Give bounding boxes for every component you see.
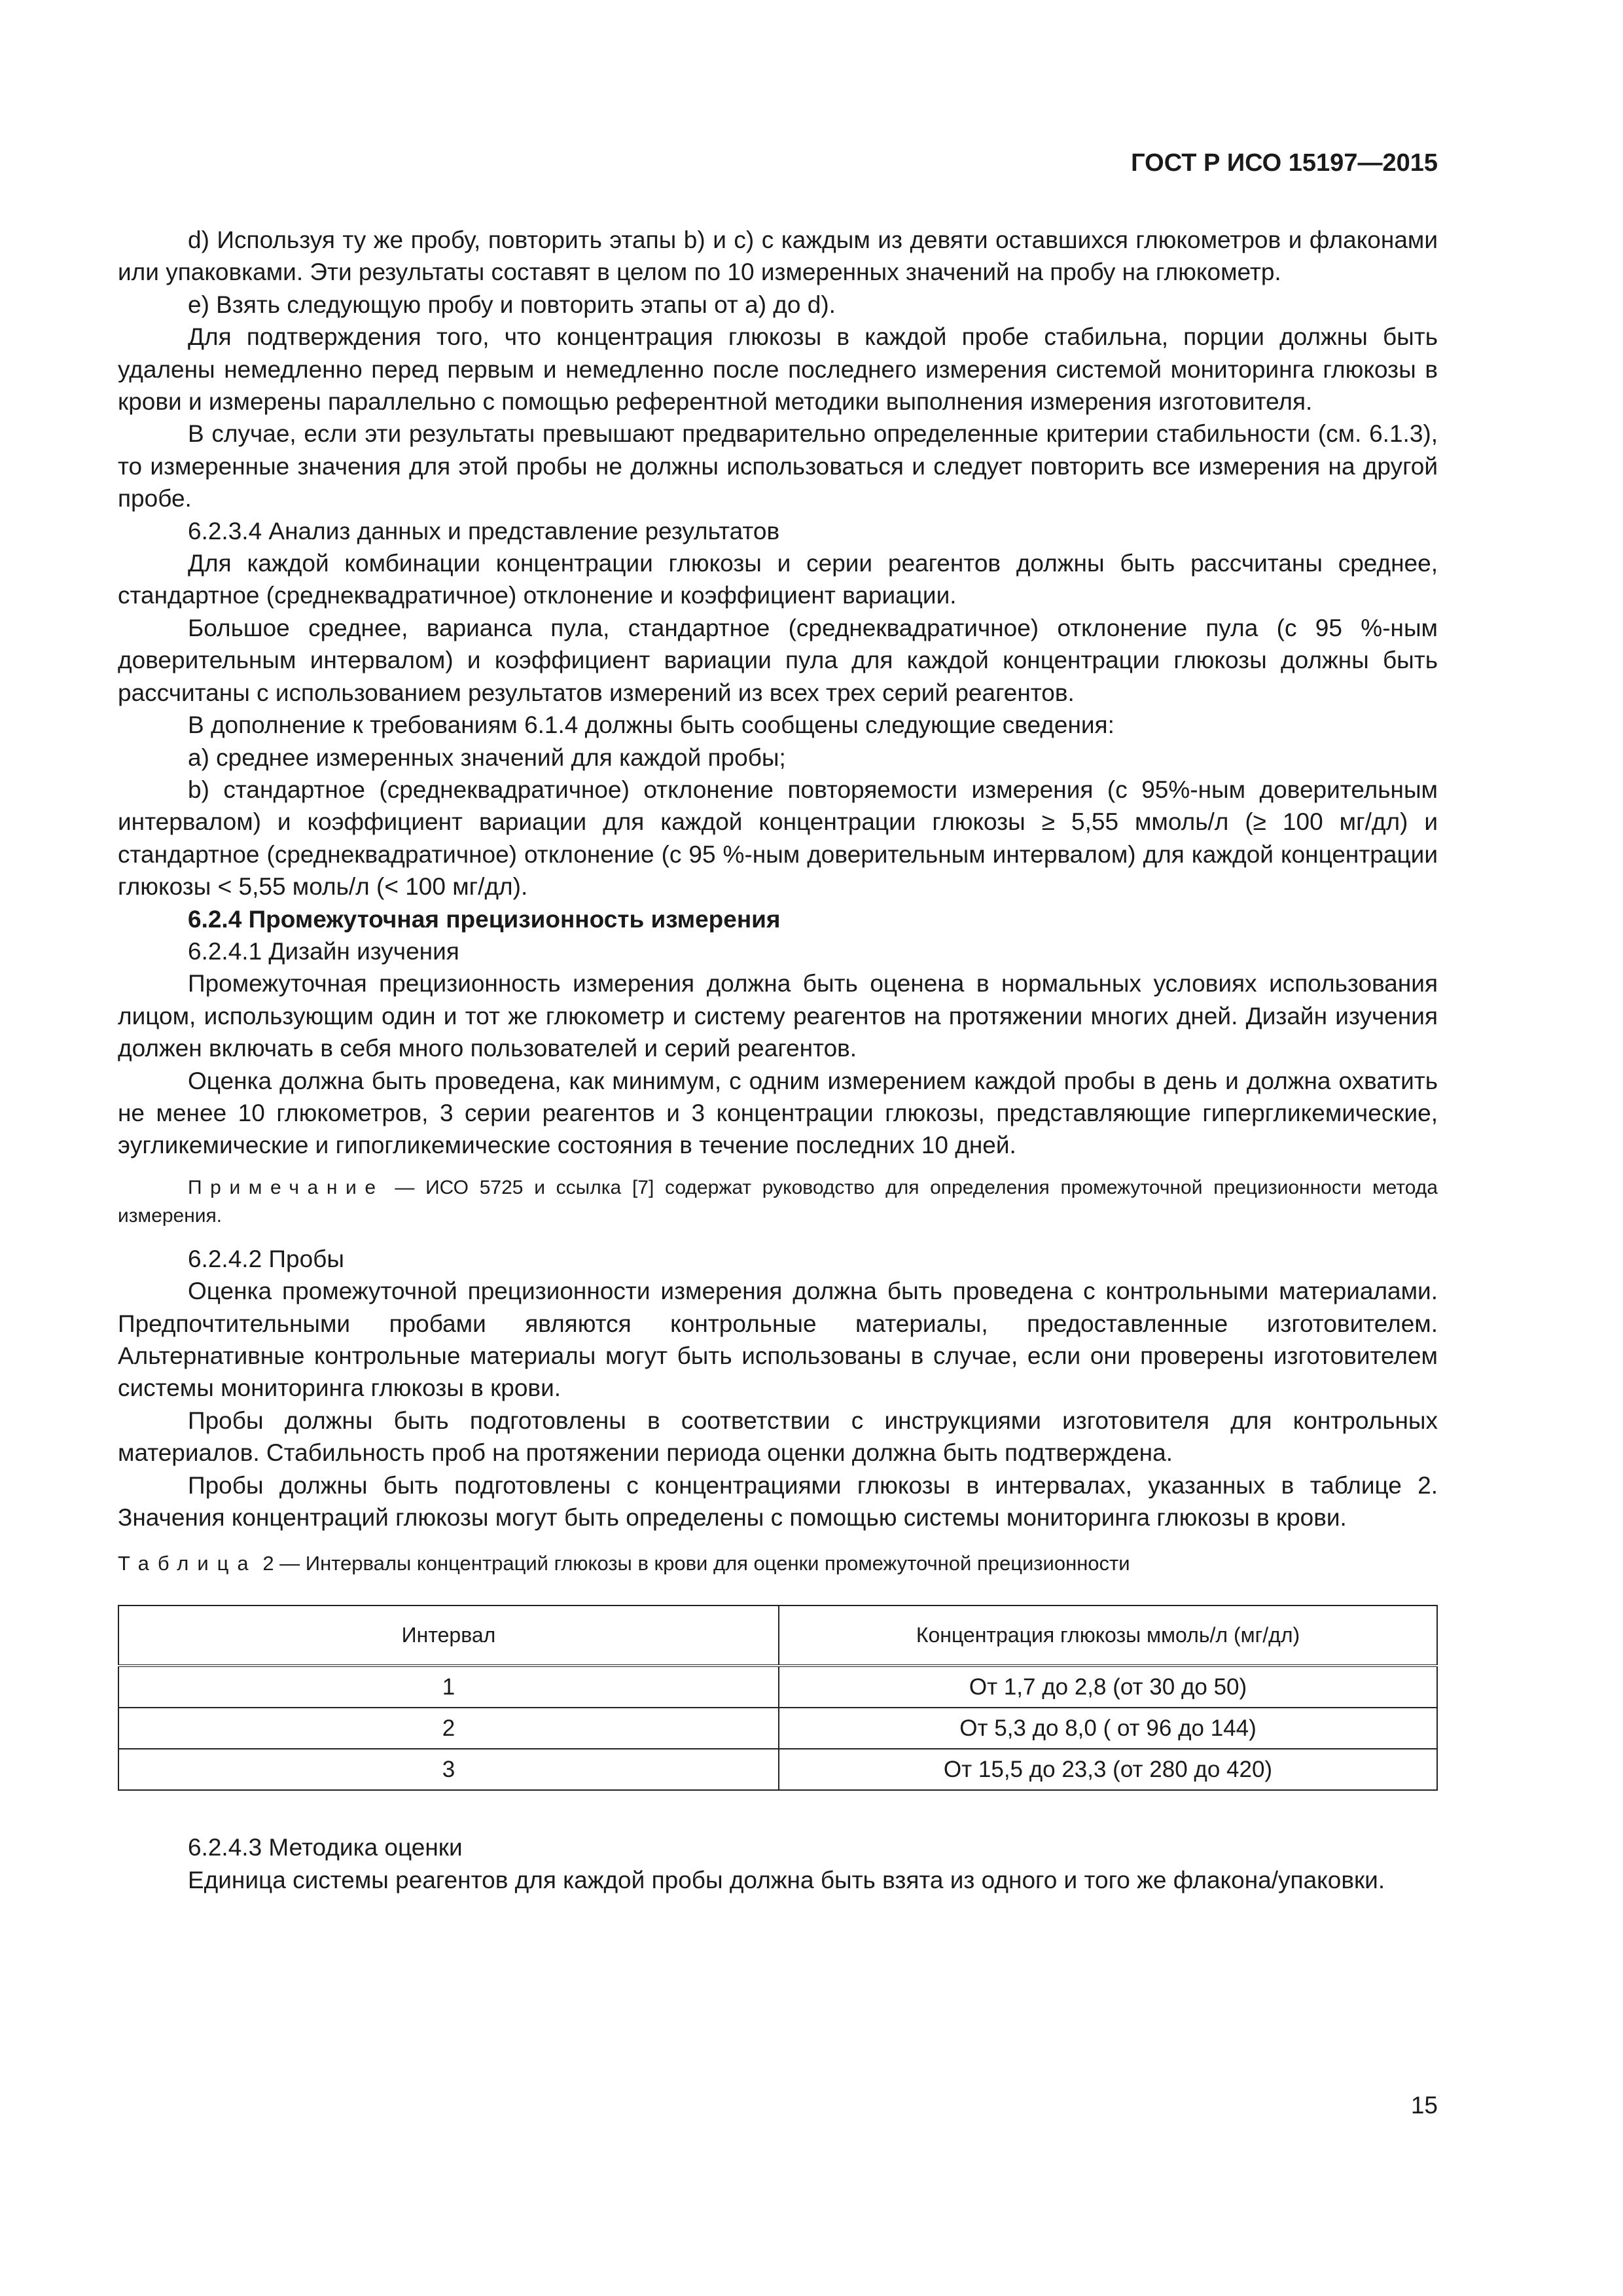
section-heading-6-2-4: 6.2.4 Промежуточная прецизионность измерения bbox=[188, 905, 781, 933]
table-cell-interval: 2 bbox=[118, 1708, 779, 1749]
note-text: — ИСО 5725 и ссылка [7] содержат руководство для определения промежуточной прецизионности метода измерения. bbox=[118, 1176, 1438, 1227]
paragraph-evaluation-scope: Оценка должна быть проведена, как минимум, с одним измерением каждой пробы в день и должна охватить не менее 10 глюкометров, 3 серии реагентов и 3 концентрации глюкозы, представляющие гипергликемические, эугликемические и гипогликемические состояния в течение последних 10 дней. bbox=[118, 1067, 1438, 1159]
subsection-heading-6-2-4-3: 6.2.4.3 Методика оценки bbox=[188, 1834, 463, 1861]
paragraph-stability-criteria: В случае, если эти результаты превышают предварительно определенные критерии стабильности (см. 6.1.3), то измеренные значения для этой пробы не должны использоваться и следует повторить все измерения на другой пробе. bbox=[118, 420, 1438, 512]
subsection-heading-6-2-4-2: 6.2.4.2 Пробы bbox=[188, 1245, 344, 1272]
table-cell-concentration: От 1,7 до 2,8 (от 30 до 50) bbox=[779, 1666, 1437, 1708]
table-header-row bbox=[118, 1605, 1437, 1666]
table-cell-concentration: От 15,5 до 23,3 (от 280 до 420) bbox=[779, 1749, 1437, 1790]
page-number: 15 bbox=[1410, 2092, 1438, 2119]
column-header-interval: Интервал bbox=[118, 1605, 779, 1666]
subsection-heading-6-2-3-4: 6.2.3.4 Анализ данных и представление результатов bbox=[188, 517, 780, 545]
list-item-a: a) среднее измеренных значений для каждой пробы; bbox=[188, 744, 786, 771]
paragraph-calculations: Для каждой комбинации концентрации глюкозы и серии реагентов должны быть рассчитаны среднее, стандартное (среднеквадратичное) отклонение и коэффициент вариации. bbox=[118, 550, 1438, 609]
table-caption-label: Таблица bbox=[118, 1552, 257, 1575]
table-row bbox=[118, 1749, 1437, 1790]
paragraph-control-materials: Оценка промежуточной прецизионности измерения должна быть проведена с контрольными материалами. Предпочтительными пробами являются контрольные материалы, предоставленные изготовителем. Альтернативные контрольные материалы могут быть использованы в случае, если они проверены изготовителем системы мониторинга глюкозы в крови. bbox=[118, 1278, 1438, 1402]
document-page bbox=[118, 0, 1438, 2296]
table-row bbox=[118, 1666, 1437, 1708]
paragraph-sample-preparation: Пробы должны быть подготовлены в соответствии с инструкциями изготовителя для контрольных материалов. Стабильность проб на протяжении периода оценки должна быть подтверждена. bbox=[118, 1407, 1438, 1467]
post-table-section bbox=[118, 1831, 1438, 1896]
list-item-b: b) стандартное (среднеквадратичное) отклонение повторяемости измерения (с 95%-ным доверительным интервалом) и коэффициент вариации для каждой концентрации глюкозы ≥ 5,55 ммоль/л (≥ 100 мг/дл) и стандартное (среднеквадратичное) отклонение (с 95 %-ным доверительным интервалом) для каждой концентрации глюкозы < 5,55 моль/л (< 100 мг/дл). bbox=[118, 776, 1438, 901]
table-cell-interval: 1 bbox=[118, 1666, 779, 1708]
document-body bbox=[118, 224, 1438, 1896]
table-cell-concentration: От 5,3 до 8,0 ( от 96 до 144) bbox=[779, 1708, 1437, 1749]
paragraph-pooled-statistics: Большое среднее, варианса пула, стандартное (среднеквадратичное) отклонение пула (с 95 %-ным доверительным интервалом) и коэффициент вариации пула для каждой концентрации глюкозы должны быть рассчитаны с использованием результатов измерений из всех трех серий реагентов. bbox=[118, 614, 1438, 706]
subsection-heading-6-2-4-1: 6.2.4.1 Дизайн изучения bbox=[188, 937, 459, 965]
glucose-intervals-table bbox=[118, 1605, 1438, 1791]
note-label: Примечание bbox=[188, 1176, 384, 1198]
table-caption bbox=[118, 1549, 1438, 1577]
paragraph-study-design: Промежуточная прецизионность измерения должна быть оценена в нормальных условиях использования лицом, использующим один и тот же глюкометр и систему реагентов на протяжении многих дней. Дизайн изучения должен включать в себя много пользователей и серий реагентов. bbox=[118, 970, 1438, 1062]
table-caption-text: 2 — Интервалы концентраций глюкозы в крови для оценки промежуточной прецизионности bbox=[257, 1552, 1130, 1575]
paragraph-stability-check: Для подтверждения того, что концентрация глюкозы в каждой пробе стабильна, порции должны быть удалены немедленно перед первым и немедленно после последнего измерения системой мониторинга глюкозы в крови и измерены параллельно с помощью референтной методики выполнения измерения изготовителя. bbox=[118, 323, 1438, 416]
paragraph-reagent-unit: Единица системы реагентов для каждой пробы должна быть взята из одного и того же флакона/упаковки. bbox=[188, 1866, 1385, 1893]
paragraph-reporting-intro: В дополнение к требованиям 6.1.4 должны быть сообщены следующие сведения: bbox=[188, 711, 1115, 739]
paragraph-step-e: e) Взять следующую пробу и повторить этапы от a) до d). bbox=[188, 291, 836, 318]
table-cell-interval: 3 bbox=[118, 1749, 779, 1790]
paragraph-step-d: d) Используя ту же пробу, повторить этапы b) и c) с каждым из девяти оставшихся глюкометров и флаконами или упаковками. Эти результаты составят в целом по 10 измеренных значений на пробу на глюкометр. bbox=[118, 226, 1438, 286]
paragraph-glucose-intervals: Пробы должны быть подготовлены с концентрациями глюкозы в интервалах, указанных в таблице 2. Значения концентраций глюкозы могут быть определены с помощью системы мониторинга глюкозы в крови. bbox=[118, 1471, 1438, 1532]
column-header-concentration: Концентрация глюкозы ммоль/л (мг/дл) bbox=[779, 1605, 1437, 1666]
note bbox=[118, 1174, 1438, 1230]
document-header: ГОСТ Р ИСО 15197—2015 bbox=[1131, 149, 1438, 177]
table-row bbox=[118, 1708, 1437, 1749]
